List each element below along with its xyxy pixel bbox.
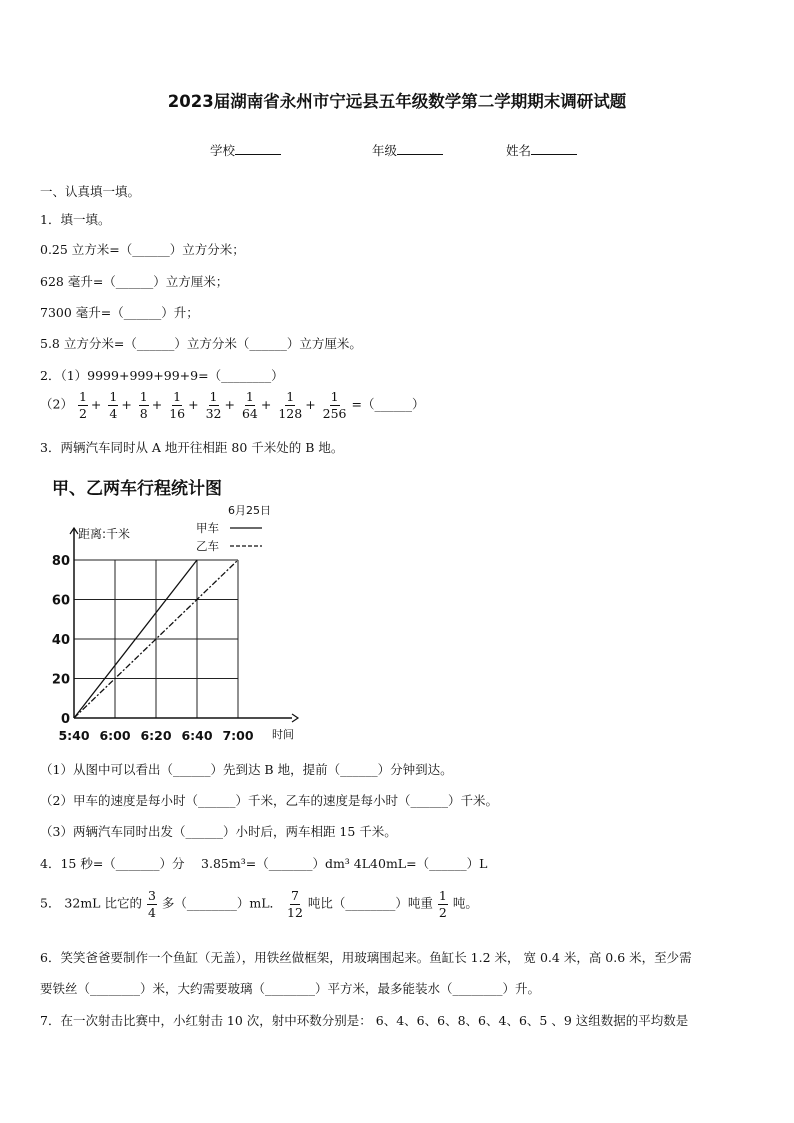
page-title: 2023届湖南省永州市宁远县五年级数学第二学期期末调研试题 (167, 92, 627, 111)
q2-part2-tail: =（______） (351, 396, 425, 412)
y-tick-label: 40 (51, 633, 70, 648)
q3-sub: （3）两辆汽车同时出发（______）小时后，两车相距 15 千米。 (40, 824, 397, 839)
q5-mid2: 吨比（________）吨重 (307, 895, 433, 911)
plus-sign: + (260, 396, 272, 412)
x-axis-arrow (292, 714, 298, 722)
chart-date: 6月25日 (228, 504, 271, 517)
q3-sub: （1）从图中可以看出（______）先到达 B 地，提前（______）分钟到达。 (40, 762, 453, 777)
fraction: $\frac{1}{128}$ (278, 389, 303, 421)
plus-sign: + (121, 396, 132, 412)
fraction: $\frac{1}{32}$ (205, 389, 222, 421)
grade-label: 年级 (372, 143, 398, 158)
plus-sign: + (224, 396, 235, 412)
grade-blank[interactable] (397, 142, 443, 155)
q5-prefix: 5． 32mL 比它的 (40, 895, 142, 911)
y-tick-label: 0 (60, 712, 70, 727)
y-tick-label: 60 (51, 593, 70, 609)
q2-part2-label: （2） (40, 396, 73, 412)
q5-mid: 多（________）mL． (161, 895, 283, 911)
x-tick-label: 5:40 (58, 728, 90, 743)
fraction: $\frac{1}{4}$ (109, 389, 118, 421)
q4: 4．15 秒=（_______）分 3.85m³=（_______）dm³ 4L40mL=（______）L (40, 856, 488, 871)
name-label: 姓名 (506, 143, 532, 158)
fraction: $\frac{1}{256}$ (322, 389, 347, 421)
fraction: $\frac{1}{64}$ (241, 389, 258, 421)
plus-sign: + (151, 396, 163, 412)
school-label: 学校 (210, 143, 236, 158)
x-axis-label: 时间 (272, 728, 294, 741)
q1-line: 7300 毫升=（______）升； (40, 305, 199, 320)
plus-sign: + (188, 396, 199, 412)
q7: 7．在一次射击比赛中，小红射击 10 次，射中环数分别是： 6、4、6、6、8、6、4、6、5 、9 这组数据的平均数是 (40, 1013, 689, 1028)
x-tick-label: 6:00 (99, 728, 131, 743)
q1-line: 5.8 立方分米=（______）立方分米（______）立方厘米。 (40, 336, 362, 351)
q1-line: 0.25 立方米=（______）立方分米； (40, 242, 245, 257)
name-field (506, 141, 577, 159)
fraction: $\frac{1}{16}$ (169, 389, 186, 421)
school-blank[interactable] (235, 142, 281, 155)
q5-suffix: 吨。 (452, 895, 478, 911)
name-blank[interactable] (531, 142, 577, 155)
fraction: $\frac{7}{12}$ (287, 888, 303, 920)
q1-label: 1．填一填。 (40, 212, 111, 227)
plus-sign: + (90, 396, 102, 412)
fraction: $\frac{3}{4}$ (147, 888, 156, 920)
grade-field (372, 141, 443, 159)
travel-chart (44, 470, 304, 750)
section-heading: 一、认真填一填。 (40, 184, 141, 199)
school-field (210, 141, 281, 159)
fraction: $\frac{1}{2}$ (438, 888, 447, 920)
fraction: $\frac{1}{2}$ (78, 389, 87, 421)
q2-part1: 2．（1）9999+999+99+9=（________） (40, 368, 284, 383)
q3-label: 3．两辆汽车同时从 A 地开往相距 80 千米处的 B 地。 (40, 440, 344, 455)
x-tick-label: 7:00 (222, 728, 254, 743)
q1-line: 628 毫升=（______）立方厘米； (40, 274, 229, 289)
x-tick-label: 6:40 (181, 728, 213, 743)
legend-label: 甲车 (196, 521, 219, 535)
legend-label: 乙车 (196, 539, 219, 553)
q2-part2 (40, 389, 424, 421)
y-axis-label: 距离:千米 (78, 527, 131, 541)
q3-sub: （2）甲车的速度是每小时（______）千米，乙车的速度是每小时（______）千米。 (40, 793, 498, 808)
chart-title: 甲、乙两车行程统计图 (52, 479, 222, 499)
q6-line2: 要铁丝（________）米，大约需要玻璃（________）平方米，最多能装水（________）升。 (40, 981, 541, 996)
q6-line1: 6．笑笑爸爸要制作一个鱼缸（无盖），用铁丝做框架，用玻璃围起来。鱼缸长 1.2 米， 宽 0.4 米，高 0.6 米，至少需 (40, 950, 692, 965)
plus-sign: + (305, 396, 316, 412)
y-tick-label: 80 (51, 554, 70, 569)
y-tick-label: 20 (51, 672, 70, 688)
x-tick-label: 6:20 (140, 728, 172, 743)
fraction: $\frac{1}{8}$ (139, 389, 148, 421)
q5 (40, 888, 478, 920)
